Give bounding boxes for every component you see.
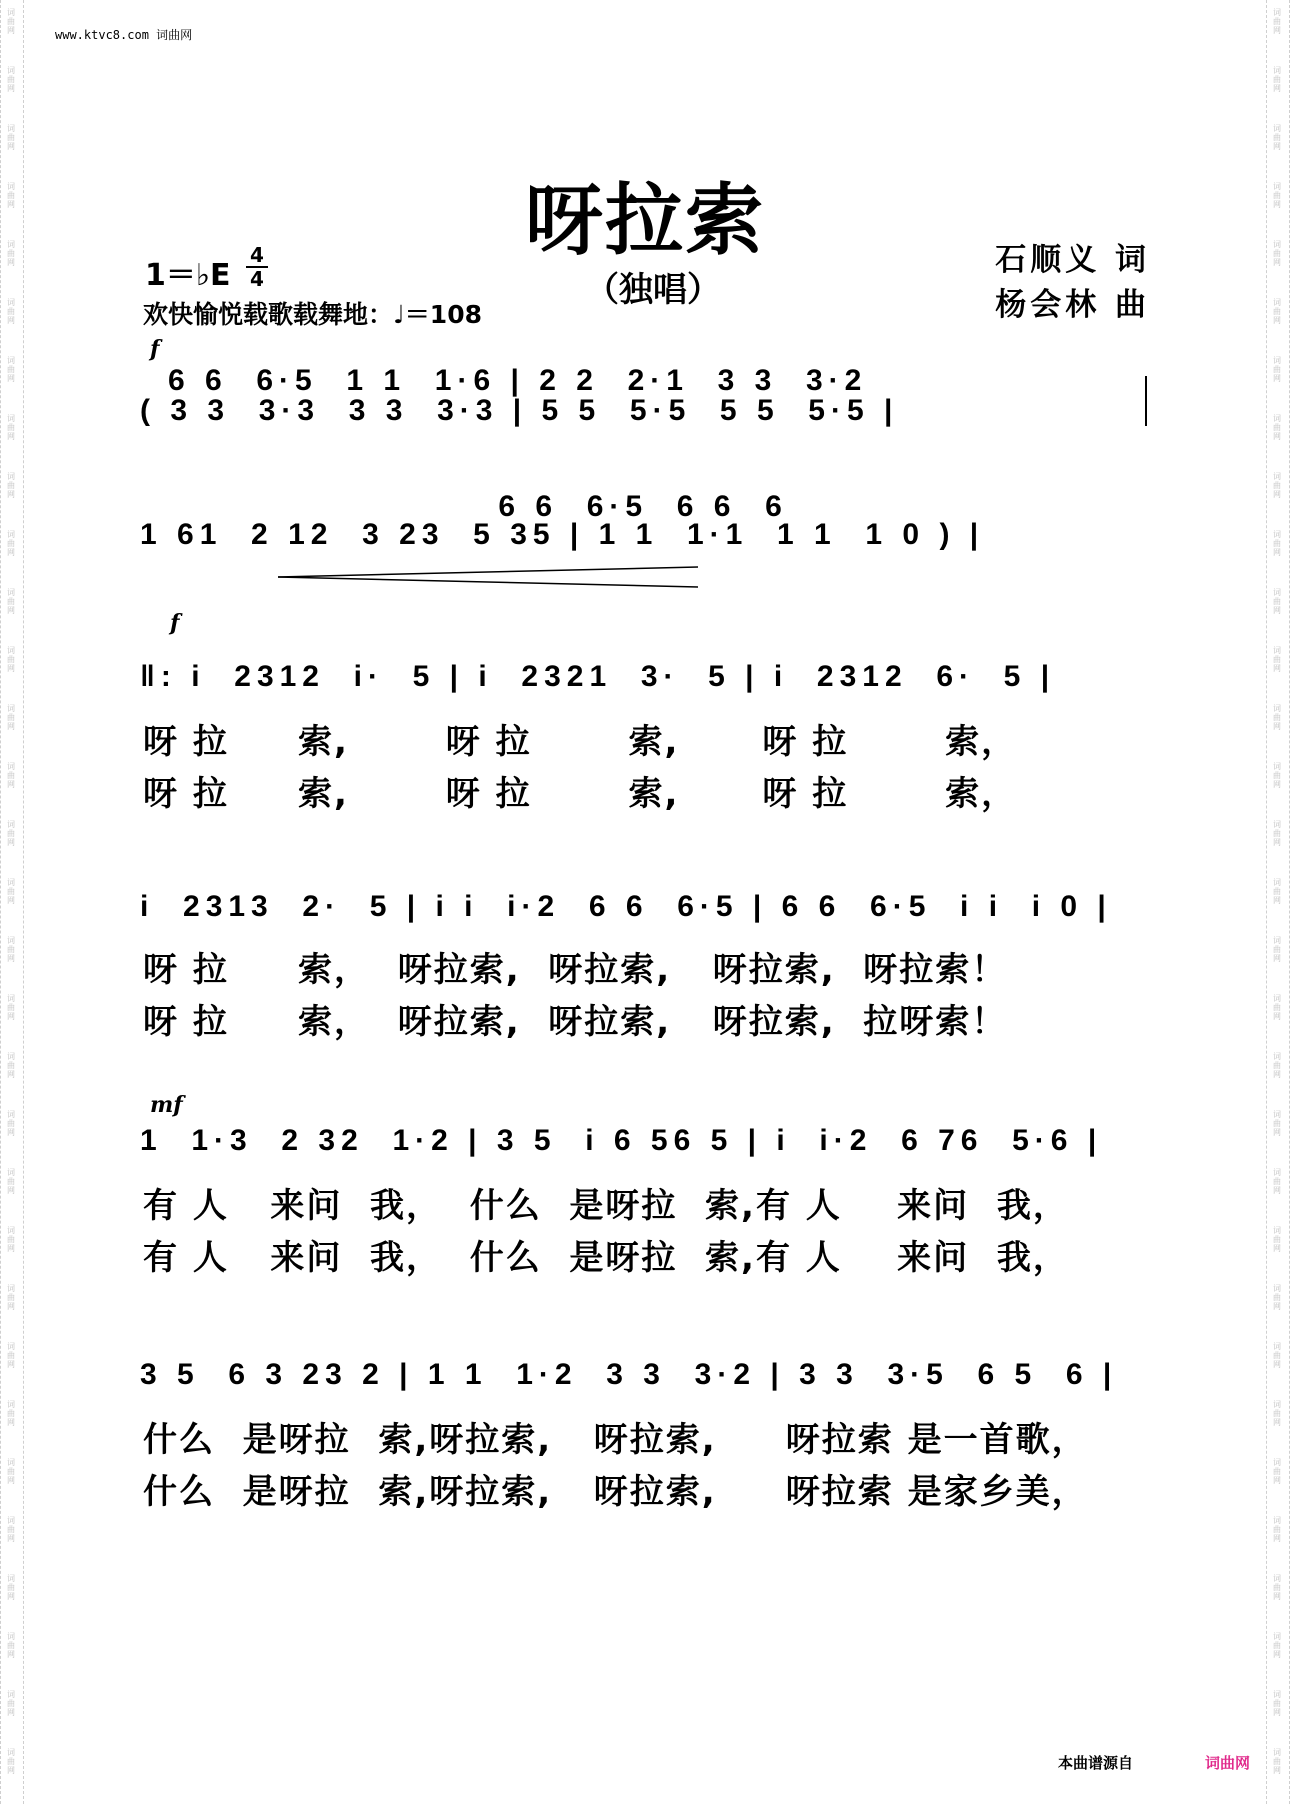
watermark-text: 词 曲 网	[7, 298, 15, 325]
barline	[1145, 376, 1147, 426]
system-5-lyrics-verse-2: 有 人 来问 我， 什么 是呀拉 索,有 人 来问 我，	[143, 1238, 1069, 1278]
right-watermark-strip	[1266, 0, 1290, 1804]
watermark-text: 词 曲 网	[7, 1516, 15, 1543]
site-name: 词曲网	[156, 28, 193, 42]
watermark-text: 词 曲 网	[7, 820, 15, 847]
footer-source-label: 本曲谱源自	[1058, 1754, 1134, 1772]
watermark-text: 词 曲 网	[1273, 414, 1281, 441]
watermark-text: 词 曲 网	[7, 1226, 15, 1253]
watermark-text: 词 曲 网	[1273, 240, 1281, 267]
watermark-text: 词 曲 网	[1273, 1400, 1281, 1427]
system-6-lyrics-verse-2: 什么 是呀拉 索,呀拉索, 呀拉索, 呀拉索 是家乡美，	[143, 1472, 1088, 1512]
footer-brand-link[interactable]: 词曲网	[1205, 1754, 1251, 1772]
watermark-text: 词 曲 网	[7, 588, 15, 615]
watermark-text: 词 曲 网	[1273, 1284, 1281, 1311]
left-watermark-strip	[0, 0, 24, 1804]
system-6-lyrics-verse-1: 什么 是呀拉 索,呀拉索, 呀拉索, 呀拉索 是一首歌，	[143, 1420, 1088, 1460]
watermark-text: 词 曲 网	[1273, 704, 1281, 731]
watermark-text: 词 曲 网	[7, 762, 15, 789]
dynamic-marking: f	[170, 610, 180, 636]
watermark-text: 词 曲 网	[7, 1574, 15, 1601]
watermark-text: 词 曲 网	[1273, 1226, 1281, 1253]
watermark-text: 词 曲 网	[1273, 1458, 1281, 1485]
watermark-text: 词 曲 网	[7, 1632, 15, 1659]
watermark-text: 词 曲 网	[7, 1690, 15, 1717]
watermark-text: 词 曲 网	[1273, 182, 1281, 209]
watermark-text: 词 曲 网	[1273, 1110, 1281, 1137]
watermark-text: 词 曲 网	[7, 878, 15, 905]
watermark-text: 词 曲 网	[7, 704, 15, 731]
watermark-text: 词 曲 网	[1273, 820, 1281, 847]
system-3-lyrics-verse-1: 呀 拉 索, 呀 拉 索, 呀 拉 索，	[143, 722, 1018, 762]
watermark-text: 词 曲 网	[7, 182, 15, 209]
system-3-notes: ‖: i 2312 i· 5 | i 2321 3· 5 | i 2312 6· 5 |	[140, 660, 1056, 693]
time-signature-bottom: 4	[250, 267, 264, 291]
site-header	[55, 26, 192, 43]
watermark-text: 词 曲 网	[1273, 646, 1281, 673]
site-url: www.ktvc8.com	[55, 28, 149, 42]
watermark-text: 词 曲 网	[7, 356, 15, 383]
composer-credit: 杨会林 曲	[995, 287, 1150, 323]
watermark-text: 词 曲 网	[1273, 762, 1281, 789]
watermark-text: 词 曲 网	[1273, 1342, 1281, 1369]
watermark-text: 词 曲 网	[7, 1110, 15, 1137]
watermark-text: 词 曲 网	[1273, 1748, 1281, 1775]
system-5-lyrics-verse-1: 有 人 来问 我， 什么 是呀拉 索,有 人 来问 我，	[143, 1186, 1069, 1226]
watermark-text: 词 曲 网	[1273, 8, 1281, 35]
time-signature-top: 4	[246, 244, 268, 268]
watermark-text: 词 曲 网	[1273, 936, 1281, 963]
watermark-text: 词 曲 网	[1273, 66, 1281, 93]
watermark-text: 词 曲 网	[7, 936, 15, 963]
song-title: 呀拉索	[524, 176, 765, 266]
watermark-text: 词 曲 网	[1273, 1574, 1281, 1601]
watermark-text: 词 曲 网	[7, 124, 15, 151]
watermark-text: 词 曲 网	[1273, 298, 1281, 325]
system-2-upper-notes: 6 6 6·5 6 6 6	[140, 490, 788, 523]
watermark-text: 词 曲 网	[7, 1458, 15, 1485]
watermark-text: 词 曲 网	[1273, 530, 1281, 557]
watermark-text: 词 曲 网	[1273, 472, 1281, 499]
system-2-notes: 1 61 2 12 3 23 5 35 | 1 1 1·1 1 1 1 0 ) |	[140, 518, 985, 551]
watermark-text: 词 曲 网	[7, 1342, 15, 1369]
system-1-upper-notes: 6 6 6·5 1 1 1·6 | 2 2 2·1 3 3 3·2	[168, 364, 868, 397]
watermark-text: 词 曲 网	[7, 530, 15, 557]
watermark-text: 词 曲 网	[1273, 878, 1281, 905]
dynamic-marking: mf	[150, 1092, 183, 1118]
watermark-text: 词 曲 网	[7, 994, 15, 1021]
system-3-lyrics-verse-2: 呀 拉 索, 呀 拉 索, 呀 拉 索，	[143, 774, 1018, 814]
song-subtitle: （独唱）	[585, 270, 721, 310]
system-4-lyrics-verse-2: 呀 拉 索， 呀拉索, 呀拉索, 呀拉索, 拉呀索！	[143, 1002, 1008, 1042]
watermark-text: 词 曲 网	[1273, 1632, 1281, 1659]
watermark-text: 词 曲 网	[1273, 124, 1281, 151]
watermark-text: 词 曲 网	[7, 1168, 15, 1195]
watermark-text: 词 曲 网	[7, 1284, 15, 1311]
watermark-text: 词 曲 网	[1273, 994, 1281, 1021]
lyricist-credit: 石顺义 词	[995, 242, 1150, 278]
watermark-text: 词 曲 网	[1273, 588, 1281, 615]
system-4-lyrics-verse-1: 呀 拉 索， 呀拉索, 呀拉索, 呀拉索, 呀拉索！	[143, 950, 1008, 990]
watermark-text: 词 曲 网	[7, 240, 15, 267]
watermark-text: 词 曲 网	[7, 8, 15, 35]
system-1-notes: ( 3 3 3·3 3 3 3·3 | 5 5 5·5 5 5 5·5 |	[140, 394, 899, 427]
watermark-text: 词 曲 网	[1273, 1516, 1281, 1543]
watermark-text: 词 曲 网	[7, 414, 15, 441]
key-signature: 1＝♭E	[145, 258, 231, 293]
watermark-text: 词 曲 网	[7, 472, 15, 499]
watermark-text: 词 曲 网	[1273, 356, 1281, 383]
watermark-text: 词 曲 网	[7, 66, 15, 93]
watermark-text: 词 曲 网	[7, 1052, 15, 1079]
tempo-marking: 欢快愉悦载歌载舞地：♩＝108	[143, 300, 482, 329]
watermark-text: 词 曲 网	[1273, 1168, 1281, 1195]
watermark-text: 词 曲 网	[7, 1400, 15, 1427]
system-5-notes: 1 1·3 2 32 1·2 | 3 5 i 6 56 5 | i i·2 6 76 5·6 |	[140, 1124, 1103, 1157]
system-6-notes: 3 5 6 3 23 2 | 1 1 1·2 3 3 3·2 | 3 3 3·5 6 5 6 |	[140, 1358, 1118, 1391]
crescendo-hairpin	[278, 564, 698, 590]
time-signature	[246, 244, 268, 290]
watermark-text: 词 曲 网	[7, 1748, 15, 1775]
watermark-text: 词 曲 网	[1273, 1052, 1281, 1079]
watermark-text: 词 曲 网	[1273, 1690, 1281, 1717]
watermark-text: 词 曲 网	[7, 646, 15, 673]
system-4-notes: i 2313 2· 5 | i i i·2 6 6 6·5 | 6 6 6·5 i i i 0 |	[140, 890, 1112, 923]
dynamic-marking: f	[150, 336, 160, 362]
